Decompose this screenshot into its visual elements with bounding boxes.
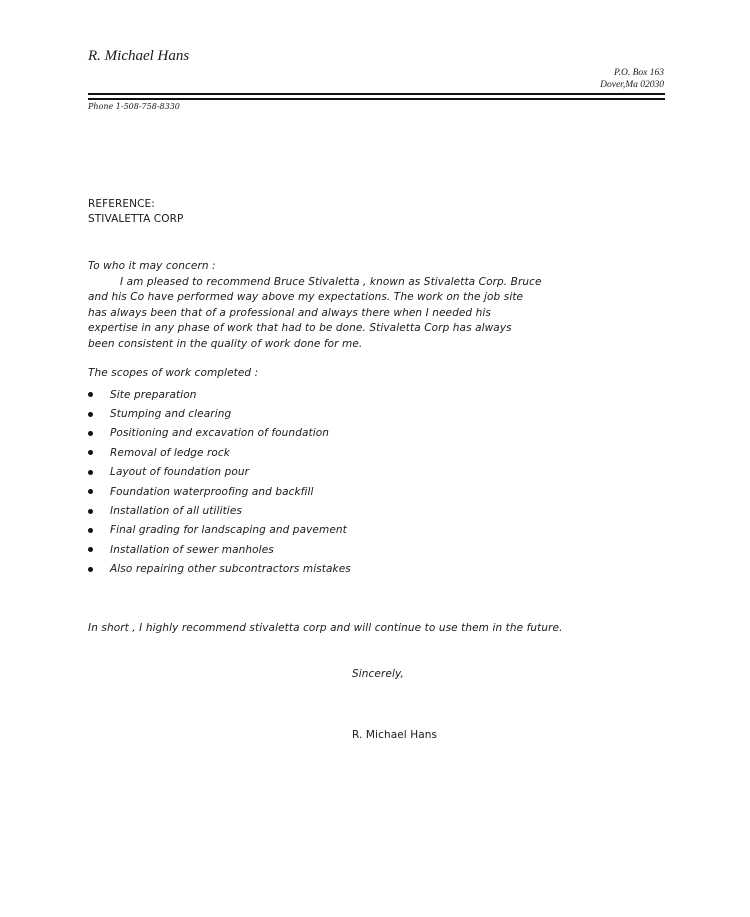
address-line-1: P.O. Box 163 <box>614 68 664 78</box>
list-item <box>88 482 351 501</box>
bullet-icon <box>88 547 93 552</box>
scopes-title: The scopes of work completed : <box>88 367 259 379</box>
list-item <box>88 560 351 579</box>
scope-item-label: Layout of foundation pour <box>110 466 250 479</box>
list-item <box>88 385 351 404</box>
letterhead-rule-bottom <box>88 98 665 100</box>
bullet-icon <box>88 470 93 475</box>
list-item <box>88 404 351 423</box>
bullet-icon <box>88 450 93 455</box>
scope-item-label: Also repairing other subcontractors mistakes <box>110 563 351 576</box>
paragraph-line: been consistent in the quality of work done for me. <box>88 337 363 350</box>
scope-item-label: Installation of sewer manholes <box>110 543 274 556</box>
bullet-icon <box>88 412 93 417</box>
bullet-icon <box>88 489 93 494</box>
reference-label: REFERENCE: <box>88 198 155 210</box>
signoff: Sincerely, <box>352 668 404 680</box>
bullet-icon <box>88 528 93 533</box>
closing-sentence: In short , I highly recommend stivaletta corp and will continue to use them in the future. <box>88 622 563 634</box>
scope-item-label: Foundation waterproofing and backfill <box>110 485 314 498</box>
paragraph-line: expertise in any phase of work that had to be done. Stivaletta Corp has always <box>88 322 512 335</box>
paragraph-line: I am pleased to recommend Bruce Stivaletta , known as Stivaletta Corp. Bruce <box>120 276 542 288</box>
list-item <box>88 443 351 462</box>
bullet-icon <box>88 392 93 397</box>
scope-list <box>88 385 351 579</box>
letterhead-name: R. Michael Hans <box>88 48 190 64</box>
letterhead-rule-top <box>88 93 665 95</box>
list-item <box>88 463 351 482</box>
list-item <box>88 424 351 443</box>
scope-item-label: Positioning and excavation of foundation <box>110 427 330 440</box>
scope-item-label: Installation of all utilities <box>110 505 242 518</box>
bullet-icon <box>88 509 93 514</box>
address-line-2: Dover,Ma 02030 <box>600 80 664 90</box>
phone-number: Phone 1-508-758-8330 <box>88 102 180 111</box>
list-item <box>88 521 351 540</box>
scope-item-label: Stumping and clearing <box>110 408 232 421</box>
list-item <box>88 540 351 559</box>
reference-company: STIVALETTA CORP <box>88 213 184 225</box>
scope-item-label: Final grading for landscaping and pavement <box>110 524 347 537</box>
paragraph-line: and his Co have performed way above my expectations. The work on the job site <box>88 291 524 304</box>
bullet-icon <box>88 567 93 572</box>
salutation: To who it may concern : <box>88 260 216 272</box>
signature-name: R. Michael Hans <box>352 729 438 741</box>
list-item <box>88 501 351 520</box>
scope-item-label: Site preparation <box>110 388 197 401</box>
bullet-icon <box>88 431 93 436</box>
recommendation-paragraph <box>88 275 548 352</box>
scope-item-label: Removal of ledge rock <box>110 446 230 459</box>
paragraph-line: has always been that of a professional and always there when I needed his <box>88 306 491 319</box>
